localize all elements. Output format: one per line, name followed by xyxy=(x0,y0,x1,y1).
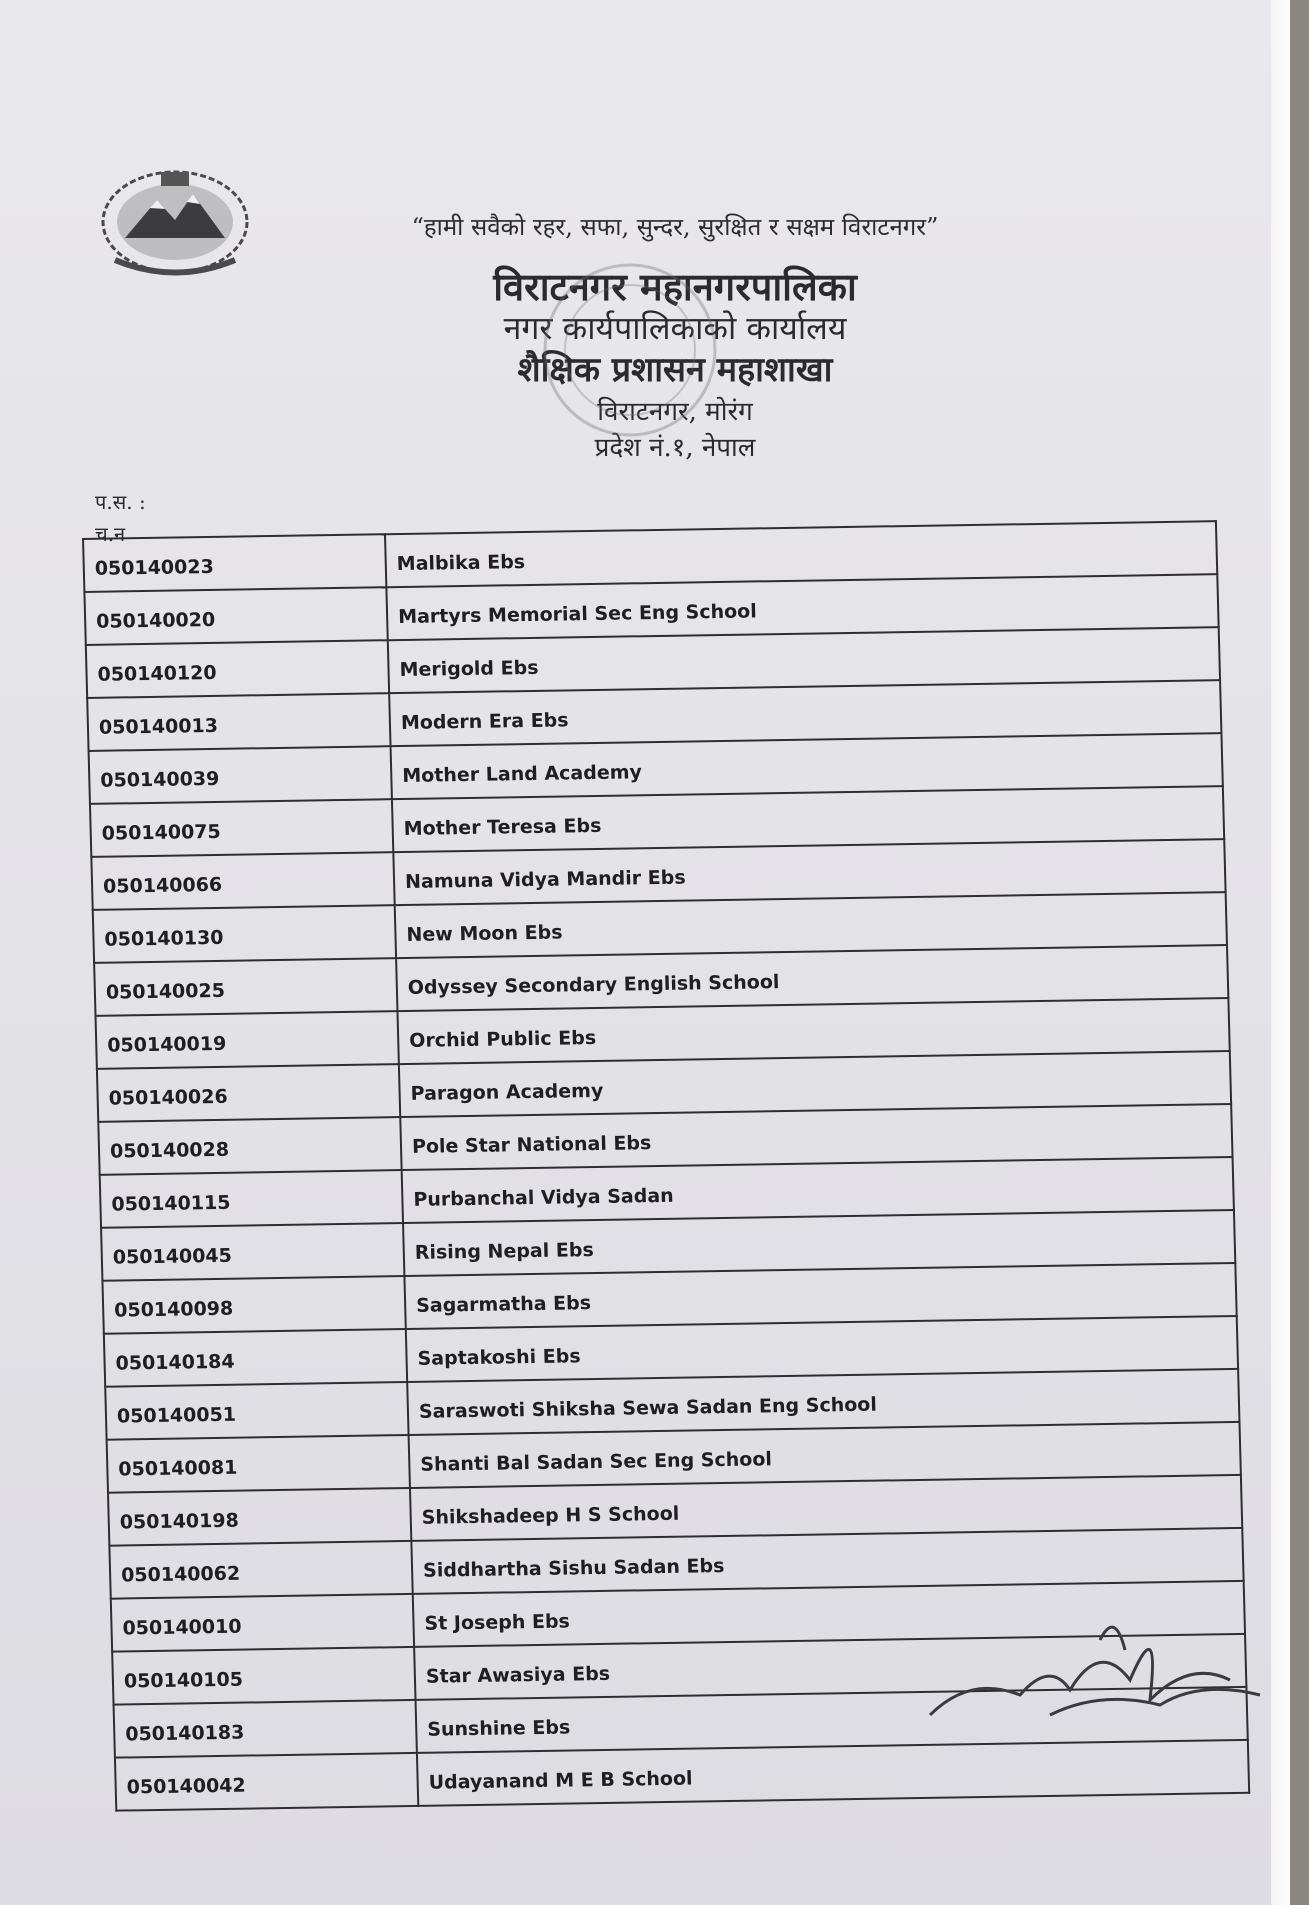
school-code-cell: 050140019 xyxy=(96,1011,399,1069)
school-code-cell: 050140039 xyxy=(89,746,392,804)
school-name-cell: Odyssey Secondary English School xyxy=(396,945,1228,1011)
school-code-cell: 050140184 xyxy=(104,1329,407,1387)
school-code-cell: 050140120 xyxy=(86,640,389,698)
school-code-cell: 050140042 xyxy=(115,1753,418,1811)
office-province: प्रदेश नं.१, नेपाल xyxy=(594,433,756,463)
school-name-cell: Siddhartha Sishu Sadan Ebs xyxy=(411,1528,1243,1594)
school-name-cell: Sunshine Ebs xyxy=(416,1687,1248,1753)
school-code-cell: 050140013 xyxy=(87,693,390,751)
school-name-cell: Saraswoti Shiksha Sewa Sadan Eng School xyxy=(407,1369,1239,1435)
school-name-cell: Orchid Public Ebs xyxy=(397,998,1229,1064)
school-code-cell: 050140026 xyxy=(97,1064,400,1122)
school-name-cell: Martyrs Memorial Sec Eng School xyxy=(386,574,1218,640)
office-stamp-icon xyxy=(520,255,740,445)
school-code-cell: 050140130 xyxy=(93,905,396,963)
school-name-cell: Shanti Bal Sadan Sec Eng School xyxy=(409,1422,1241,1488)
office-title: विराटनगर महानगरपालिका xyxy=(493,264,857,309)
school-code-cell: 050140028 xyxy=(98,1117,401,1175)
school-code-cell: 050140183 xyxy=(114,1700,417,1758)
school-code-cell: 050140105 xyxy=(112,1647,415,1705)
handwritten-signature-icon xyxy=(900,1620,1290,1905)
school-name-cell: Star Awasiya Ebs xyxy=(414,1634,1246,1700)
school-name-cell: Pole Star National Ebs xyxy=(400,1104,1232,1170)
dispatch-number-label: च.न xyxy=(95,522,126,546)
school-table xyxy=(82,520,1250,1811)
school-code-cell: 050140045 xyxy=(101,1223,404,1281)
school-code-cell: 050140020 xyxy=(84,587,387,645)
school-code-cell: 050140025 xyxy=(94,958,397,1016)
school-code-cell: 050140066 xyxy=(91,852,394,910)
school-name-cell: Udayanand M E B School xyxy=(417,1740,1249,1806)
school-name-cell: Modern Era Ebs xyxy=(389,680,1221,746)
school-name-cell: Merigold Ebs xyxy=(388,627,1220,693)
motto-line: “हामी सवैको रहर, सफा, सुन्दर, सुरक्षित र सक्षम विराटनगर” xyxy=(411,213,939,241)
school-name-cell: Purbanchal Vidya Sadan xyxy=(402,1157,1234,1223)
department-title: शैक्षिक प्रशासन महाशाखा xyxy=(517,350,833,390)
school-code-cell: 050140075 xyxy=(90,799,393,857)
school-code-cell: 050140198 xyxy=(108,1488,411,1546)
office-address: विराटनगर, मोरंग xyxy=(597,397,753,427)
school-name-cell: Mother Land Academy xyxy=(391,733,1223,799)
school-name-cell: Malbika Ebs xyxy=(385,521,1217,587)
school-name-cell: Sagarmatha Ebs xyxy=(404,1263,1236,1329)
school-code-cell: 050140023 xyxy=(83,534,386,592)
reference-number-label: प.स. : xyxy=(95,490,146,514)
school-name-cell: Paragon Academy xyxy=(399,1051,1231,1117)
school-table-container xyxy=(82,519,1290,1798)
school-name-cell: Namuna Vidya Mandir Ebs xyxy=(393,839,1225,905)
school-name-cell: Saptakoshi Ebs xyxy=(406,1316,1238,1382)
school-name-cell: New Moon Ebs xyxy=(395,892,1227,958)
school-code-cell: 050140062 xyxy=(109,1541,412,1599)
school-table-body xyxy=(83,521,1249,1810)
school-code-cell: 050140051 xyxy=(105,1382,408,1440)
school-code-cell: 050140081 xyxy=(107,1435,410,1493)
school-name-cell: St Joseph Ebs xyxy=(413,1581,1245,1647)
school-name-cell: Shikshadeep H S School xyxy=(410,1475,1242,1541)
school-code-cell: 050140115 xyxy=(100,1170,403,1228)
school-name-cell: Rising Nepal Ebs xyxy=(403,1210,1235,1276)
school-code-cell: 050140010 xyxy=(111,1594,414,1652)
school-name-cell: Mother Teresa Ebs xyxy=(392,786,1224,852)
office-subtitle: नगर कार्यपालिकाको कार्यालय xyxy=(503,309,847,347)
school-code-cell: 050140098 xyxy=(102,1276,405,1334)
